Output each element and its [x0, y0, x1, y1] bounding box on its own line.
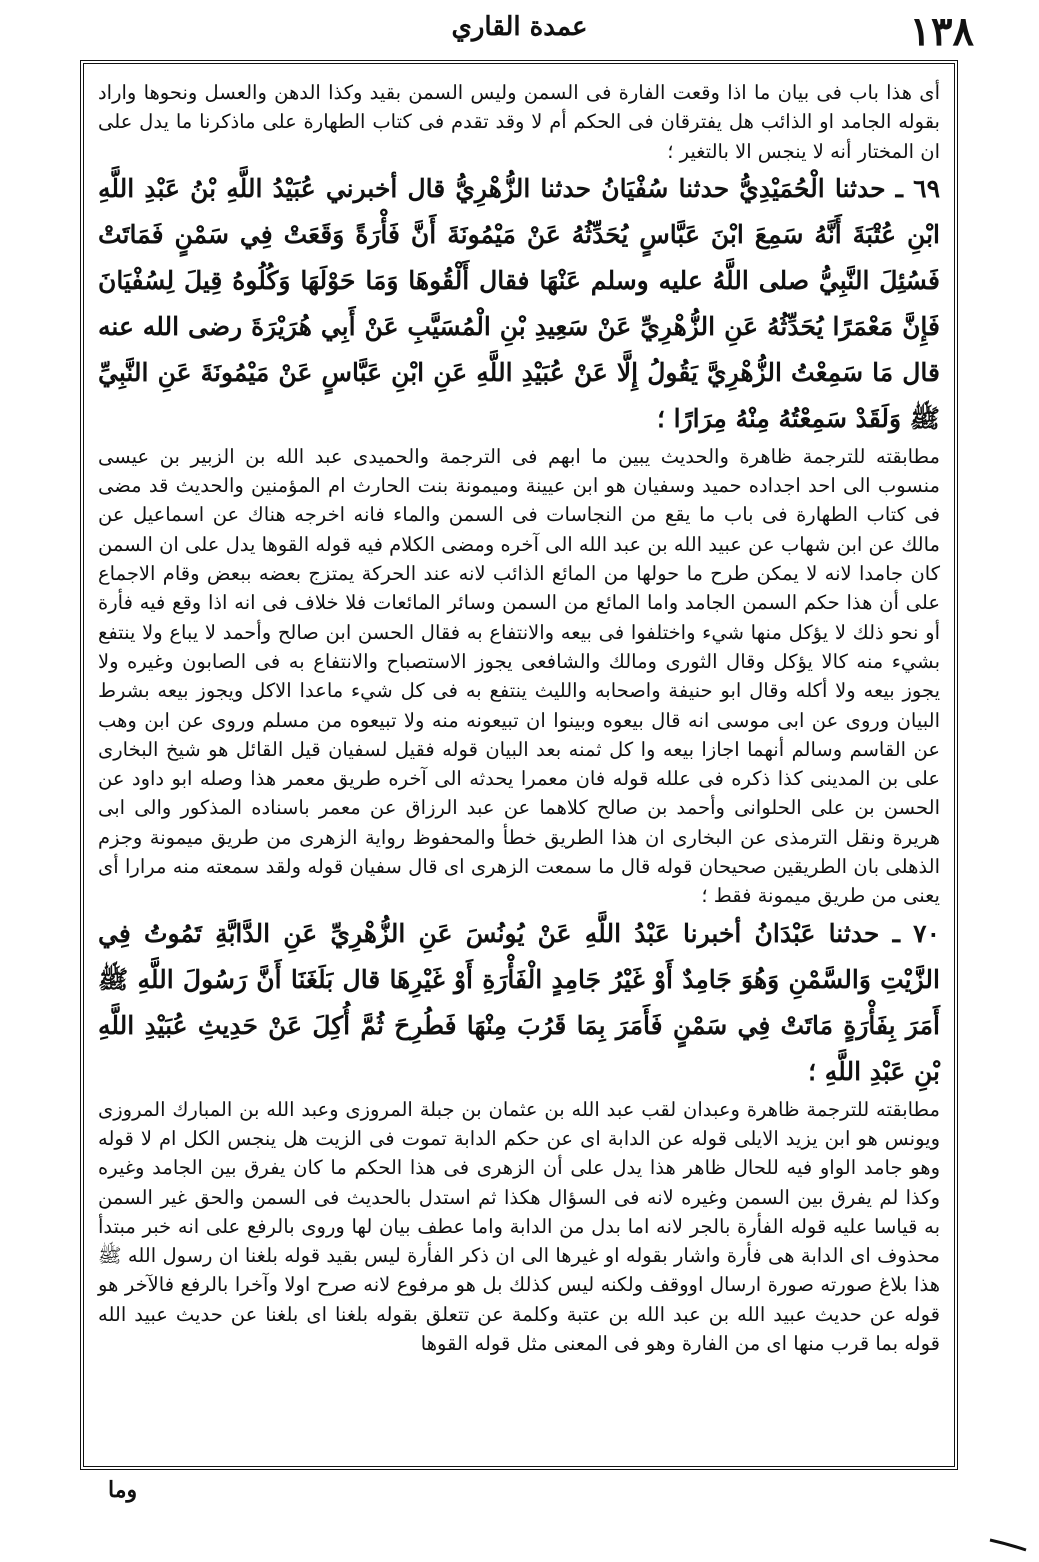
hadith-text: عَبْدَانُ أخبرنا عَبْدُ اللَّهِ عَنْ يُونُسَ عَنِ الزُّهْرِيِّ عَنِ الدَّابَّةِ تَمُوتُ فِي الزَّيْتِ وَالسَّمْنِ وَهُوَ جَامِدٌ أَوْ غَيْرُ جَامِدٍ الْفَأْرَةِ أَوْ غَيْرِهَا قال بَلَغَنَا أَنَّ رَسُولَ اللَّهِ ﷺ أَمَرَ بِفَأْرَةٍ مَاتَتْ فِي سَمْنٍ فَأَمَرَ بِمَا قَرُبَ مِنْهَا فَطُرِحَ ثُمَّ أُكِلَ عَنْ حَدِيثِ عُبَيْدِ اللَّهِ بْنِ عَبْدِ اللَّهِ ؛	[98, 918, 940, 1086]
hadith-number: ٦٩	[913, 173, 940, 203]
chapter-intro: أى هذا باب فى بيان ما اذا وقعت الفارة فى السمن وليس السمن بقيد وكذا الدهن والعسل ونحوها واراد بقوله الجامد او الذائب هل يفترقان فى الحكم أم لا وقد تقدم فى كتاب الطهارة على ماذكرنا ما يدل على ان المختار أنه لا ينجس الا بالتغير ؛	[98, 81, 940, 163]
corner-stroke-mark	[988, 1538, 1028, 1552]
page-body	[98, 78, 940, 1456]
running-title: عمدة القاري	[451, 12, 588, 42]
hadith-dash: ـ	[885, 173, 903, 203]
commentary-70: مطابقته للترجمة ظاهرة وعبدان لقب عبد الله بن عثمان بن جبلة المروزى وعبد الله بن المبارك المروزى ويونس هو ابن يزيد الايلى قوله عن الدابة اى عن حكم الدابة تموت فى الزيت هل ينجس الكل ام لا قوله وهو جامد الواو فيه للحال ظاهر هذا يدل على أن الزهرى فى هذا الحكم ما كان يفرق بين الجامد وغيره وكذا لم يفرق بين السمن وغيره لانه فى السؤال هكذا ثم استدل بالحديث فى السمن والحق غير السمن به قياسا عليه قوله الفأرة بالجر لانه اما بدل من الدابة واما عطف بيان لها وروى بالرفع على انه خبر مبتدأ محذوف اى الدابة هى فأرة واشار بقوله او غيرها الى ان ذكر الفأرة ليس بقيد قوله بلغنا ان رسول الله ﷺ هذا بلاغ صورته صورة ارسال اووقف ولكنه ليس كذلك بل هو مرفوع لانه صرح اولا وآخرا بالرفع فالآخر هو قوله عن حديث عبيد الله بن عبد الله بن عتبة وكلمة عن تتعلق بقوله بلغنا اى بلغنا عن حديث عبيد الله قوله بما قرب منها اى من الفارة وهو فى المعنى مثل قوله القوها	[98, 1097, 940, 1356]
page-header	[0, 0, 1039, 60]
text-frame	[80, 60, 958, 1470]
page-number: ١٣٨	[909, 8, 974, 55]
catchword: وما	[108, 1477, 138, 1503]
hadith-dash: ـ	[879, 918, 900, 948]
hadith-number: ٧٠	[913, 918, 940, 948]
commentary-69: مطابقته للترجمة ظاهرة والحديث يبين ما ابهم فى الترجمة والحميدى عبد الله بن الزبير بن عيسى منسوب الى احد اجداده حميد وسفيان هو ابن عيينة وميمونة بنت الحارث ام المؤمنين والحديث قد مضى فى كتاب الطهارة فى باب ما يقع من النجاسات فى السمن والماء فانه اخرجه هناك عن اسماعيل عن مالك عن ابن شهاب عن عبيد الله بن عبد الله الى آخره ومضى الكلام فيه قوله القوها يدل على ان السمن كان جامدا لانه لا يمكن طرح ما حولها من المائع الذائب لانه عند الحركة يمتزج بعضه ببعض وقام الاجماع على أن هذا حكم السمن الجامد واما المائع من السمن وسائر المائعات فلا خلاف فى انه اذا وقع فيه فأرة أو نحو ذلك لا يؤكل منها شيء واختلفوا فى بيعه والانتفاع به فقال الحسن ابن صالح وأحمد لا يباع ولا ينتفع بشيء منه كالا يؤكل وقال الثورى ومالك والشافعى يجوز الاستصباح والانتفاع به فى الصابون وغيره ولا يجوز بيعه ولا أكله وقال ابو حنيفة واصحابه والليث ينتفع به فى كل شيء ماعدا الاكل ويجوز بيعه بشرط البيان وروى عن ابى موسى انه قال بيعوه وبينوا ان تبيعونه منه ولا تبيعوه من مسلم وروى عن ابن وهب عن القاسم وسالم أنهما اجازا بيعه وا كل ثمنه بعد البيان قوله فقيل لسفيان قيل القائل هو شيخ البخارى على بن المدينى كذا ذكره فى علله قوله فان معمرا يحدثه الى آخره طريق معمر هذا وصله ابو داود عن الحسن بن على الحلوانى وأحمد بن صالح كلاهما عن عبد الرزاق عن معمر باسناده المذكور والى ابى هريرة ونقل الترمذى عن البخارى ان هذا الطريق خطأ والمحفوظ رواية الزهرى من طريق ميمونة وجزم الذهلى بان الطريقين صحيحان قوله قال ما سمعت الزهرى اى قال سفيان قوله ولقد سمعته منه مرارا أى يعنى من طريق ميمونة فقط ؛	[98, 444, 940, 908]
hadith-70	[98, 911, 940, 1095]
hadith-69	[98, 166, 940, 442]
hadith-text: الْحُمَيْدِيُّ حدثنا سُفْيَانُ حدثنا الزُّهْرِيُّ قال أخبرني عُبَيْدُ اللَّهِ بْنُ عَبْدِ اللَّهِ ابْنِ عُتْبَةَ أَنَّهُ سَمِعَ ابْنَ عَبَّاسٍ يُحَدِّثُهُ عَنْ مَيْمُونَةَ أَنَّ فَأْرَةً وَقَعَتْ فِي سَمْنٍ فَمَاتَتْ فَسُئِلَ النَّبِيُّ صلى اللَّهُ عليه وسلم عَنْهَا فقال أَلْقُوهَا وَمَا حَوْلَهَا وَكُلُوهُ قِيلَ لِسُفْيَانَ فَإِنَّ مَعْمَرًا يُحَدِّثُهُ عَنِ الزُّهْرِيِّ عَنْ سَعِيدِ بْنِ الْمُسَيَّبِ عَنْ أَبِي هُرَيْرَةَ رضى الله عنه قال مَا سَمِعْتُ الزُّهْرِيَّ يَقُولُ إِلَّا عَنْ عُبَيْدِ اللَّهِ عَنِ ابْنِ عَبَّاسٍ عَنْ مَيْمُونَةَ عَنِ النَّبِيِّ ﷺ وَلَقَدْ سَمِعْتُهُ مِنْهُ مِرَارًا ؛	[98, 173, 941, 433]
haddathana-word: حدثنا	[828, 918, 880, 948]
haddathana-word: حدثنا	[834, 173, 886, 203]
